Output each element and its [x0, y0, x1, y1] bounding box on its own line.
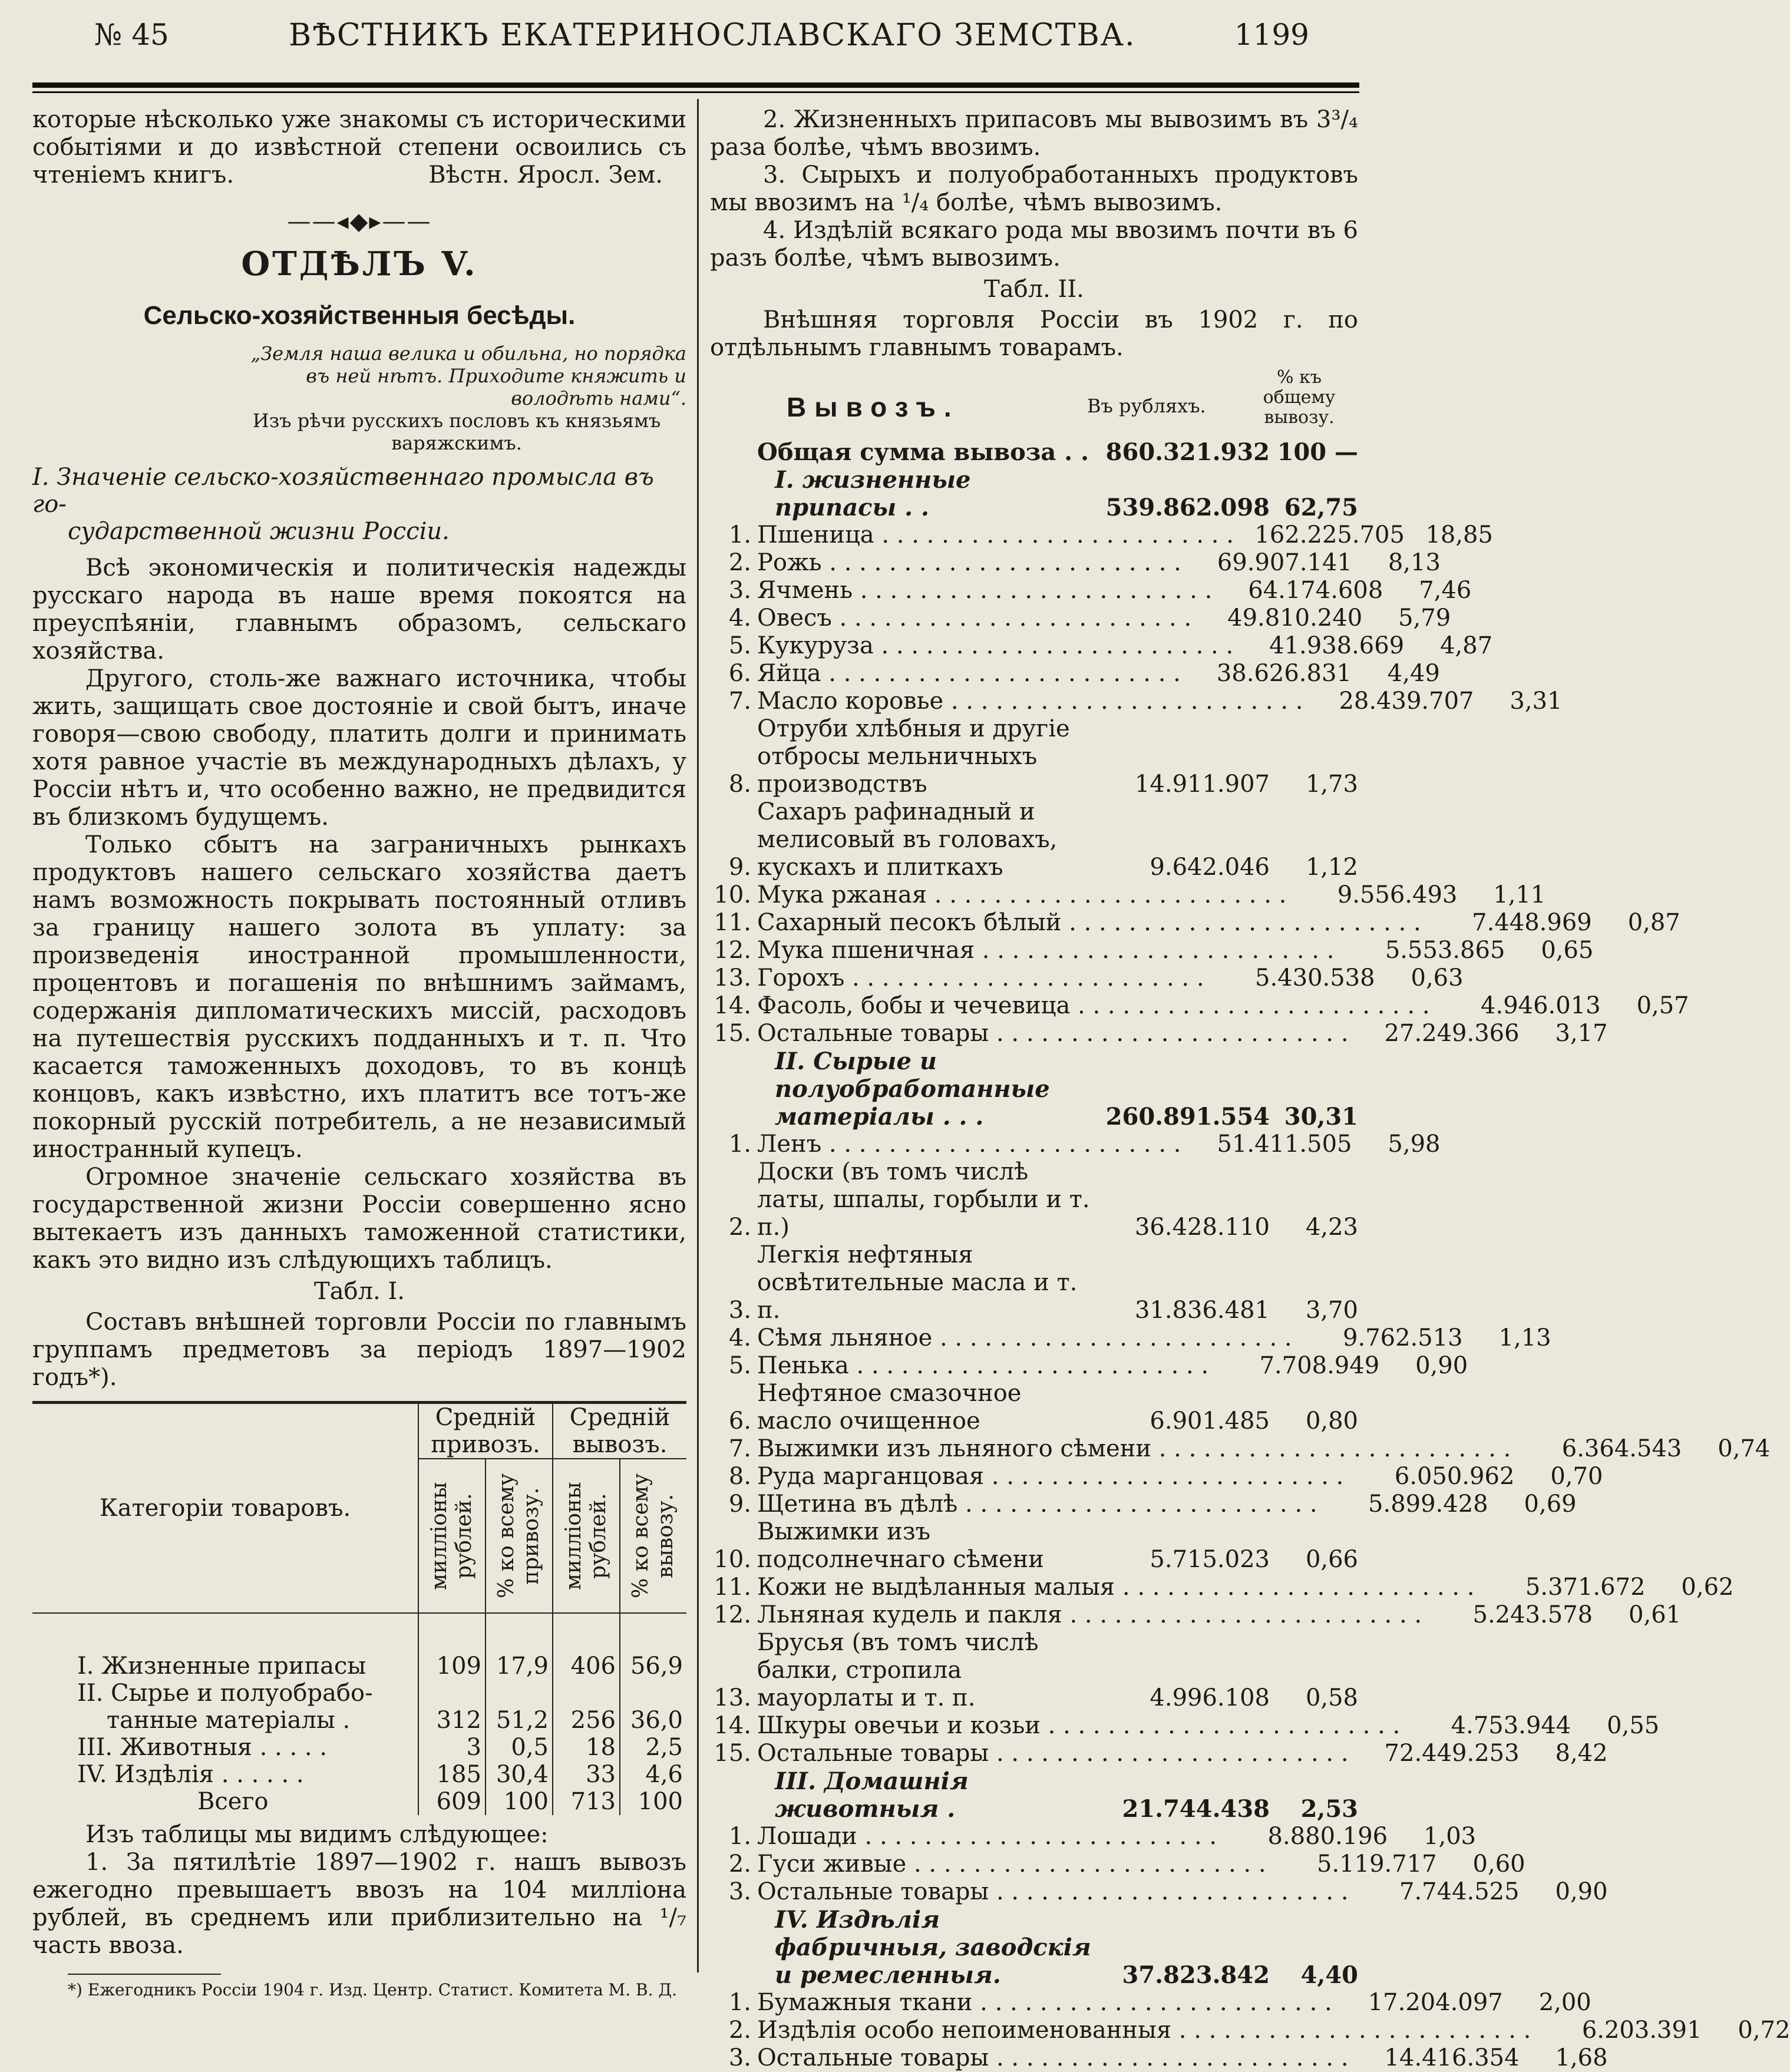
t2-item-name: Остальные товары . . .: [751, 2044, 1349, 2072]
t2-item-name: Отруби хлѣбныя и другіе отбросы мельничныхъ производствъ: [757, 715, 1070, 798]
t2-item-value: 6.203.391: [1581, 2017, 1702, 2044]
t2-item-row: [710, 964, 1464, 992]
t2-item-number: 1.: [728, 1989, 751, 2016]
t1-row: I. Жизненные припасы 109 17,9 406 56,9: [32, 1653, 686, 1680]
t2-item-number: 10.: [714, 881, 751, 908]
t2-item-name: Брусья (въ томъ числѣ балки, стропила мауорлаты и т. п.: [757, 1629, 1039, 1711]
t2-item-row: [710, 937, 1594, 964]
t2-item-number: 4.: [728, 1324, 751, 1351]
left-column: [32, 106, 686, 2001]
t2-item-name: Кожи не выдѣланныя малыя . . .: [751, 1574, 1474, 1601]
t2-item-value: 5.430.538: [1255, 964, 1375, 992]
paragraph-3: Только сбытъ на заграничныхъ рынкахъ продуктовъ нашего сельскаго хозяйства даетъ намъ возможность покрывать постоянный отливъ за границу нашего золота въ уплату: за произведенія иностранной промышленности, процентовъ и погашенія по внѣшнимъ займамъ, содержанія дипломатическихъ миссій, расходовъ на путешествія русскихъ подданныхъ и т. п. Что касается таможенныхъ доходовъ, то въ концѣ концовъ, какъ извѣстно, ихъ платитъ все тотъ-же покорный русскій потребитель, а не независимый иностранный купецъ.: [32, 831, 686, 1163]
page-number: 1199: [1234, 18, 1309, 52]
t2-item-value: 28.439.707: [1339, 688, 1474, 715]
t2-item-value: 7.708.949: [1259, 1352, 1380, 1379]
t2-item-number: 10.: [714, 1546, 751, 1573]
t2-item-name: Остальные товары . . .: [751, 1740, 1349, 1767]
journal-title: ВѢСТНИКЪ ЕКАТЕРИНОСЛАВСКАГО ЗЕМСТВА.: [289, 18, 1136, 53]
intro-source: Вѣстн. Яросл. Зем.: [428, 161, 663, 189]
paragraph-1: Всѣ экономическія и политическія надежды русскаго народа въ наше время покоятся на преуспѣяніи, главнымъ образомъ, сельскаго хозяйства.: [32, 554, 686, 665]
t2-item-row: [710, 1850, 1525, 1878]
t2-item-pct: 4,49: [1387, 660, 1440, 687]
t2-item-row: [710, 577, 1472, 604]
t2-item-row: [710, 1020, 1608, 1047]
t1-category-header: Категоріи товаровъ.: [32, 1403, 418, 1614]
t2-item-value: 7.744.525: [1399, 1878, 1520, 1905]
t2-item-value: 4.946.013: [1481, 992, 1601, 1019]
t2-item-name: Доски (въ томъ числѣ латы, шпалы, горбыли и т. п.): [757, 1158, 1090, 1241]
t2-item-pct: 0,66: [1305, 1546, 1358, 1573]
t2-item-pct: 1,03: [1424, 1823, 1477, 1850]
t2-item-pct: 0,87: [1627, 909, 1680, 936]
paragraph-6: 1. За пятилѣтіе 1897—1902 г. нашъ вывозъ ежегодно превышаетъ ввозъ на 104 милліона рублей, въ среднемъ или приблизительно на ¹/₇ часть ввоза.: [32, 1849, 686, 1959]
t2-item-number: 8.: [728, 771, 751, 798]
t2-item-value: 6.050.962: [1394, 1463, 1515, 1490]
t2-item-pct: 0,61: [1629, 1601, 1682, 1628]
t2-item-name: Мука пшеничная . . .: [751, 937, 1334, 964]
t2-item-row: [710, 1878, 1608, 1906]
t2-item-value: 31.836.481: [1134, 1297, 1270, 1324]
t2-item-row: [710, 1131, 1441, 1158]
t1-sub-export-pct: % ко всему вывозу.: [620, 1459, 686, 1613]
t2-item-pct: 0,74: [1718, 1435, 1771, 1462]
table-2: [710, 438, 1790, 2072]
t2-item-name: Щетина въ дѣлѣ . . .: [751, 1491, 1317, 1518]
intro-text: которые нѣсколько уже знакомы съ историческими событіями и до извѣстной степени освоились съ чтеніемъ книгъ. Вѣстн. Яросл. Зем.: [32, 106, 686, 189]
t2-item-number: 1.: [728, 1823, 751, 1850]
t2-item-row: [710, 688, 1563, 715]
t2-item-pct: 8,42: [1555, 1740, 1608, 1767]
t2-item-name: Выжимки изъ льняного сѣмени . . .: [751, 1435, 1511, 1463]
t2-item-pct: 1,11: [1493, 881, 1546, 908]
t2-item-pct: 0,70: [1550, 1463, 1603, 1490]
t2-item-number: 6.: [728, 660, 751, 687]
t2-item-row: [710, 1740, 1608, 1767]
t1-import-header: Средній привозъ.: [418, 1403, 553, 1459]
t2-item-row: [710, 1352, 1468, 1380]
t2-item-number: 12.: [714, 937, 751, 964]
t2-item-value: 69.907.141: [1217, 549, 1352, 576]
t2-item-value: 5.899.428: [1368, 1491, 1488, 1518]
t2-item-row: [710, 1241, 1358, 1324]
t2-item-value: 41.938.669: [1269, 632, 1405, 659]
t2-item-name: Легкія нефтяныя освѣтительные масла и т. п.: [757, 1241, 1078, 1324]
t2-item-number: 7.: [728, 688, 751, 715]
t2-item-number: 1.: [728, 1131, 751, 1158]
paragraph-2: Другого, столь-же важнаго источника, чтобы жить, защищать свое достояніе и свой бытъ, иначе говоря—свою свободу, платить долги и принимать хотя равное участіе въ международныхъ дѣлахъ, у Россіи нѣтъ и, что особенно важно, не предвидится въ близкомъ будущемъ.: [32, 665, 686, 831]
t2-item-number: 11.: [714, 909, 751, 936]
table1-caption: Составъ внѣшней торговли Россіи по главнымъ группамъ предметовъ за періодъ 1897—1902 годъ*).: [32, 1308, 686, 1391]
t2-item-name: Бумажныя ткани . . .: [751, 1989, 1332, 2017]
t2-item-value: 5.371.672: [1525, 1574, 1646, 1601]
t2-item-value: 9.642.046: [1150, 854, 1270, 881]
t2-item-row: [710, 1518, 1358, 1574]
t2-item-row: [710, 798, 1358, 881]
t2-col-pct: % къ общему вывозу.: [1263, 367, 1336, 428]
t2-item-row: [710, 660, 1440, 688]
t2-item-number: 13.: [714, 964, 751, 992]
t2-item-name: Остальные товары . . .: [751, 1878, 1349, 1906]
t2-item-number: 2.: [728, 1214, 751, 1241]
t2-item-pct: 3,17: [1555, 1020, 1608, 1047]
t2-item-pct: 0,57: [1636, 992, 1689, 1019]
t2-item-row: [710, 2017, 1790, 2044]
t2-item-value: 4.996.108: [1150, 1684, 1270, 1711]
t2-item-name: Овесъ . . .: [751, 604, 1191, 632]
t2-item-number: 14.: [714, 992, 751, 1019]
t2-item-value: 64.174.608: [1248, 577, 1383, 604]
t2-item-row: [710, 549, 1441, 577]
t2-item-value: 5.553.865: [1385, 937, 1505, 964]
t1-row: III. Животныя . . . . . 3 0,5 18 2,5: [32, 1734, 686, 1761]
t2-item-pct: 4,23: [1305, 1214, 1358, 1241]
t2-item-number: 2.: [728, 549, 751, 576]
t2-item-number: 12.: [714, 1601, 751, 1628]
paragraph-5: Изъ таблицы мы видимъ слѣдующее:: [85, 1821, 549, 1848]
t2-item-row: [710, 1629, 1358, 1712]
t2-item-name: Шкуры овечьи и козьи . . .: [751, 1712, 1400, 1740]
t2-item-name: Сахаръ рафинадный и мелисовый въ головахъ, кускахъ и плиткахъ: [757, 798, 1058, 881]
t1-sub-import-pct: % ко всему привозу.: [486, 1459, 553, 1613]
t2-item-number: 15.: [714, 1020, 751, 1047]
t2-item-pct: 8,13: [1388, 549, 1441, 576]
t2-item-number: 9.: [728, 1491, 751, 1518]
t2-item-value: 4.753.944: [1451, 1712, 1571, 1739]
article-title: Сельско-хозяйственныя бесѣды.: [143, 301, 576, 330]
t2-group-row: I. жизненные припасы . . 539.862.098 62,75: [775, 466, 1358, 521]
t2-item-pct: 1,12: [1305, 854, 1358, 881]
t2-item-number: 8.: [728, 1463, 751, 1490]
t2-body: [710, 466, 1790, 2072]
t2-item-value: 5.119.717: [1317, 1850, 1437, 1878]
t2-item-name: Гуси живые . . .: [751, 1850, 1266, 1878]
t2-item-number: 3.: [728, 2044, 751, 2071]
footnote-rule: [68, 1974, 221, 1975]
t2-item-number: 5.: [728, 1352, 751, 1379]
t2-item-name: Руда марганцовая . . .: [751, 1463, 1343, 1491]
t2-col-rub: Въ рубляхъ.: [1087, 395, 1206, 417]
subsection-title: I. Значеніе сельско-хозяйственнаго промысла въ го- сударственной жизни Россіи.: [32, 464, 654, 545]
t2-item-name: Мука ржаная . . .: [751, 881, 1286, 909]
t2-item-name: Пшеница . . .: [751, 521, 1234, 549]
t2-item-name: Сахарный песокъ бѣлый . . .: [751, 909, 1421, 937]
t2-item-name: Сѣмя льняное . . .: [751, 1324, 1292, 1352]
t2-item-row: [710, 1574, 1734, 1601]
t2-item-number: 2.: [728, 2017, 751, 2044]
t2-item-name: Ячмень . . .: [751, 577, 1212, 604]
t2-item-name: Выжимки изъ подсолнечнаго сѣмени: [757, 1518, 1044, 1573]
t2-item-row: [710, 1435, 1771, 1463]
t2-item-name: Пенька . . .: [751, 1352, 1208, 1380]
epigraph: „Земля наша велика и обильна, но порядка въ ней нѣтъ. Приходите княжить и володѣть нами“.: [250, 342, 686, 409]
t2-item-name: Яйца . . .: [751, 660, 1181, 688]
t2-item-pct: 0,90: [1555, 1878, 1608, 1905]
t2-item-value: 72.449.253: [1384, 1740, 1520, 1767]
t2-item-value: 8.880.196: [1267, 1823, 1388, 1850]
t2-item-pct: 4,87: [1440, 632, 1493, 659]
table2-label: Табл. II.: [984, 276, 1084, 303]
t2-item-value: 38.626.831: [1216, 660, 1352, 687]
t2-item-row: [710, 604, 1451, 632]
t2-item-pct: 0,69: [1524, 1491, 1577, 1518]
table2-caption: Внѣшняя торговля Россіи въ 1902 г. по отдѣльнымъ главнымъ товарамъ.: [710, 306, 1358, 361]
t2-item-number: 5.: [728, 632, 751, 659]
t2-item-pct: 0,80: [1305, 1407, 1358, 1435]
t2-item-row: [710, 1463, 1603, 1491]
t2-item-number: 3.: [728, 1297, 751, 1324]
issue-number: № 45: [94, 18, 169, 52]
t2-item-name: Масло коровье . . .: [751, 688, 1303, 715]
t2-item-name: Лошади . . .: [751, 1823, 1217, 1850]
t2-item-value: 51.411.505: [1217, 1131, 1352, 1158]
t1-sub-import-mln: милліоны рублей.: [418, 1459, 486, 1613]
t2-item-pct: 0,62: [1681, 1574, 1734, 1601]
t2-item-name: Остальные товары . . .: [751, 1020, 1349, 1047]
ornament-divider: ——◂◆▸——: [287, 208, 432, 235]
t2-item-value: 27.249.366: [1384, 1020, 1520, 1047]
t2-item-pct: 0,72: [1738, 2017, 1790, 2044]
t2-item-number: 6.: [728, 1407, 751, 1435]
t2-item-pct: 5,79: [1398, 604, 1451, 632]
t2-item-number: 3.: [728, 1878, 751, 1905]
t2-item-number: 11.: [714, 1574, 751, 1601]
t2-item-pct: 7,46: [1419, 577, 1472, 604]
t2-item-name: Нефтяное смазочное масло очищенное: [757, 1380, 1022, 1435]
t2-item-row: [710, 521, 1493, 549]
t2-item-row: [710, 1823, 1477, 1850]
t2-item-pct: 1,73: [1305, 771, 1358, 798]
t2-item-row: [710, 1712, 1660, 1740]
t2-item-row: [710, 881, 1546, 909]
t2-group-row: III. Домашнія животныя . 21.744.438 2,53: [775, 1767, 1358, 1823]
t2-item-row: [710, 2044, 1608, 2072]
t2-item-value: 36.428.110: [1134, 1214, 1270, 1241]
t2-item-pct: 0,65: [1541, 937, 1594, 964]
t2-item-row: [710, 1158, 1358, 1241]
t2-total-row: Общая сумма вывоза . . 860.321.932 100 —: [757, 438, 1358, 466]
t2-item-value: 14.416.354: [1384, 2044, 1520, 2071]
t2-item-value: 9.556.493: [1337, 881, 1458, 908]
t1-export-header: Средній вывозъ.: [553, 1403, 686, 1459]
t2-item-row: [710, 909, 1680, 937]
t2-item-value: 14.911.907: [1134, 771, 1270, 798]
t2-item-name: Рожь . . .: [751, 549, 1181, 577]
t2-item-name: Ленъ . . .: [751, 1131, 1181, 1158]
t2-item-pct: 3,31: [1510, 688, 1563, 715]
t2-item-number: 14.: [714, 1712, 751, 1739]
t2-item-row: [710, 1324, 1551, 1352]
t1-total-row: Всего 609 100 713 100: [32, 1788, 686, 1815]
t2-item-pct: 1,68: [1555, 2044, 1608, 2071]
section-heading: ОТДѢЛЪ V.: [241, 244, 478, 283]
column-divider: [697, 99, 699, 1972]
t2-item-row: [710, 1601, 1682, 1629]
right-paragraph-1: 2. Жизненныхъ припасовъ мы вывозимъ въ 3³/₄ раза болѣе, чѣмъ ввозимъ.: [710, 106, 1358, 161]
t2-item-number: 7.: [728, 1435, 751, 1462]
table2-header: [710, 368, 1358, 438]
t2-item-value: 162.225.705: [1254, 521, 1405, 548]
t2-item-name: Кукуруза . . .: [751, 632, 1233, 660]
t2-item-name: Льняная кудель и пакля . . .: [751, 1601, 1422, 1629]
t2-item-number: 2.: [728, 1850, 751, 1878]
right-paragraph-3: 4. Издѣлій всякаго рода мы ввозимъ почти въ 6 разъ болѣе, чѣмъ вывозимъ.: [710, 217, 1358, 272]
footnote: *) Ежегодникъ Россіи 1904 г. Изд. Центр. Статист. Комитета М. В. Д.: [68, 1980, 678, 2000]
t2-item-value: 17.204.097: [1368, 1989, 1503, 2016]
t2-item-row: [710, 632, 1493, 660]
t2-item-pct: 0,63: [1411, 964, 1464, 992]
right-paragraph-2: 3. Сырыхъ и полуобработанныхъ продуктовъ мы ввозимъ на ¹/₄ болѣе, чѣмъ вывозимъ.: [710, 161, 1358, 216]
t2-item-row: [710, 1491, 1577, 1518]
t2-item-number: 4.: [728, 604, 751, 632]
t2-group-row: II. Сырые и полуобработанные матеріалы . . . 260.891.554 30,31: [775, 1047, 1358, 1131]
t2-item-value: 9.762.513: [1343, 1324, 1463, 1351]
t2-item-name: Фасоль, бобы и чечевица . . .: [751, 992, 1430, 1020]
t2-item-pct: 18,85: [1425, 521, 1493, 548]
t2-group-row: IV. Издѣлія фабричныя, заводскія и ремесленныя. 37.823.842 4,40: [775, 1906, 1358, 1989]
t2-item-name: Горохъ . . .: [751, 964, 1204, 992]
t2-item-pct: 1,13: [1498, 1324, 1551, 1351]
t2-item-pct: 0,55: [1607, 1712, 1660, 1739]
t2-item-value: 6.364.543: [1561, 1435, 1682, 1462]
paragraph-4: Огромное значеніе сельскаго хозяйства въ государственной жизни Россіи совершенно ясно вытекаетъ изъ данныхъ таможенной статистики, какъ это видно изъ слѣдующихъ таблицъ.: [32, 1164, 686, 1274]
table-1: [32, 1401, 686, 1815]
t2-item-number: 1.: [728, 521, 751, 548]
header-rule-thin: [32, 91, 1359, 93]
t2-item-pct: 5,98: [1388, 1131, 1441, 1158]
t2-item-number: 15.: [714, 1740, 751, 1767]
t2-item-value: 49.810.240: [1227, 604, 1363, 632]
right-column: [710, 106, 1790, 2072]
table1-label: Табл. I.: [314, 1278, 405, 1305]
t2-item-value: 7.448.969: [1472, 909, 1592, 936]
header-rule-thick: [32, 82, 1359, 88]
t2-item-value: 6.901.485: [1150, 1407, 1270, 1435]
running-head: [94, 18, 1309, 59]
t2-item-pct: 0,58: [1305, 1684, 1358, 1711]
t2-item-row: [710, 1380, 1358, 1435]
t2-item-value: 5.715.023: [1150, 1546, 1270, 1573]
t2-item-pct: 0,90: [1415, 1352, 1468, 1379]
t2-item-row: [710, 1989, 1591, 2017]
t2-item-number: 9.: [728, 854, 751, 881]
t2-item-pct: 0,60: [1472, 1850, 1525, 1878]
t2-item-row: [710, 715, 1358, 798]
t2-title: Вывозъ.: [787, 392, 960, 422]
t2-item-pct: 2,00: [1538, 1989, 1591, 2016]
t2-item-number: 3.: [728, 577, 751, 604]
t2-item-name: Издѣлія особо непоименованныя . . .: [751, 2017, 1531, 2044]
t2-item-number: 13.: [714, 1684, 751, 1711]
t2-item-pct: 3,70: [1305, 1297, 1358, 1324]
t1-sub-export-mln: милліоны рублей.: [553, 1459, 620, 1613]
t1-row: II. Сырье и полуобрабо- танные матеріалы . 312 51,2 256 36,0: [32, 1680, 686, 1734]
t2-item-row: [710, 992, 1689, 1020]
epigraph-source: Изъ рѣчи русскихъ пословъ къ князьямъ варяжскимъ.: [252, 409, 661, 454]
t2-item-value: 5.243.578: [1472, 1601, 1593, 1628]
t1-row: IV. Издѣлія . . . . . . 185 30,4 33 4,6: [32, 1761, 686, 1788]
